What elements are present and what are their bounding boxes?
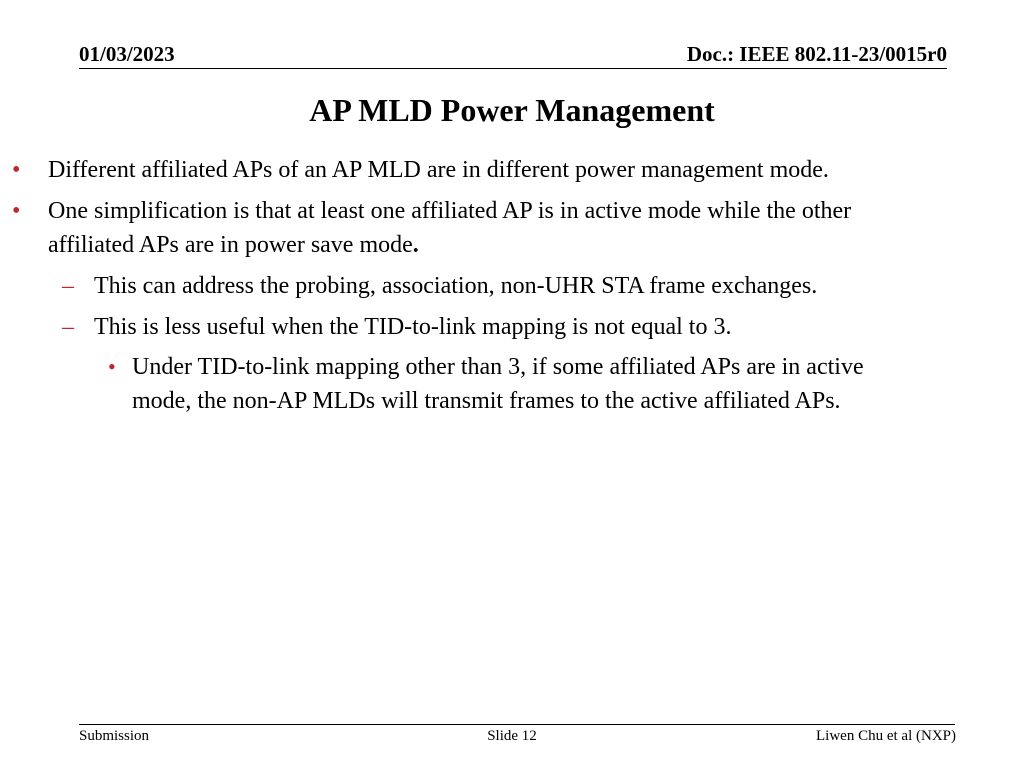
bullet-text: This is less useful when the TID-to-link mapping is not equal to 3. — [94, 314, 732, 340]
bullet-item — [62, 269, 818, 303]
header-divider — [79, 68, 947, 69]
bullet-text: This can address the probing, association, non-UHR STA frame exchanges. — [94, 273, 818, 299]
bullet-item — [12, 153, 829, 187]
footer-divider — [79, 724, 955, 725]
footer-submission: Submission — [79, 728, 150, 744]
bullet-marker: • — [12, 198, 21, 224]
footer-author: Liwen Chu et al (NXP) — [816, 728, 956, 744]
bullet-text: Under TID-to-link mapping other than 3, if some affiliated APs are in active — [132, 354, 864, 380]
bullet-marker: • — [12, 157, 21, 183]
bullet-item — [108, 350, 864, 418]
bullet-text: affiliated APs are in power save mode — [48, 232, 413, 258]
footer-slide-number: Slide 12 — [487, 728, 537, 744]
bullet-text: mode, the non-AP MLDs will transmit frames to the active affiliated APs. — [132, 388, 841, 414]
slide-title: AP MLD Power Management — [309, 92, 715, 128]
header-doc-id: Doc.: IEEE 802.11-23/0015r0 — [686, 42, 947, 66]
bullet-item — [62, 310, 732, 344]
header-date: 01/03/2023 — [79, 42, 175, 66]
bullet-marker: – — [62, 273, 74, 299]
bullet-text: Different affiliated APs of an AP MLD are in different power management mode. — [48, 157, 829, 183]
bullet-marker: • — [108, 354, 116, 379]
bullet-text-bold: . — [412, 232, 419, 258]
bullet-marker: – — [62, 314, 74, 340]
bullet-text: One simplification is that at least one affiliated AP is in active mode while the other — [48, 198, 852, 224]
bullet-item — [12, 194, 852, 262]
